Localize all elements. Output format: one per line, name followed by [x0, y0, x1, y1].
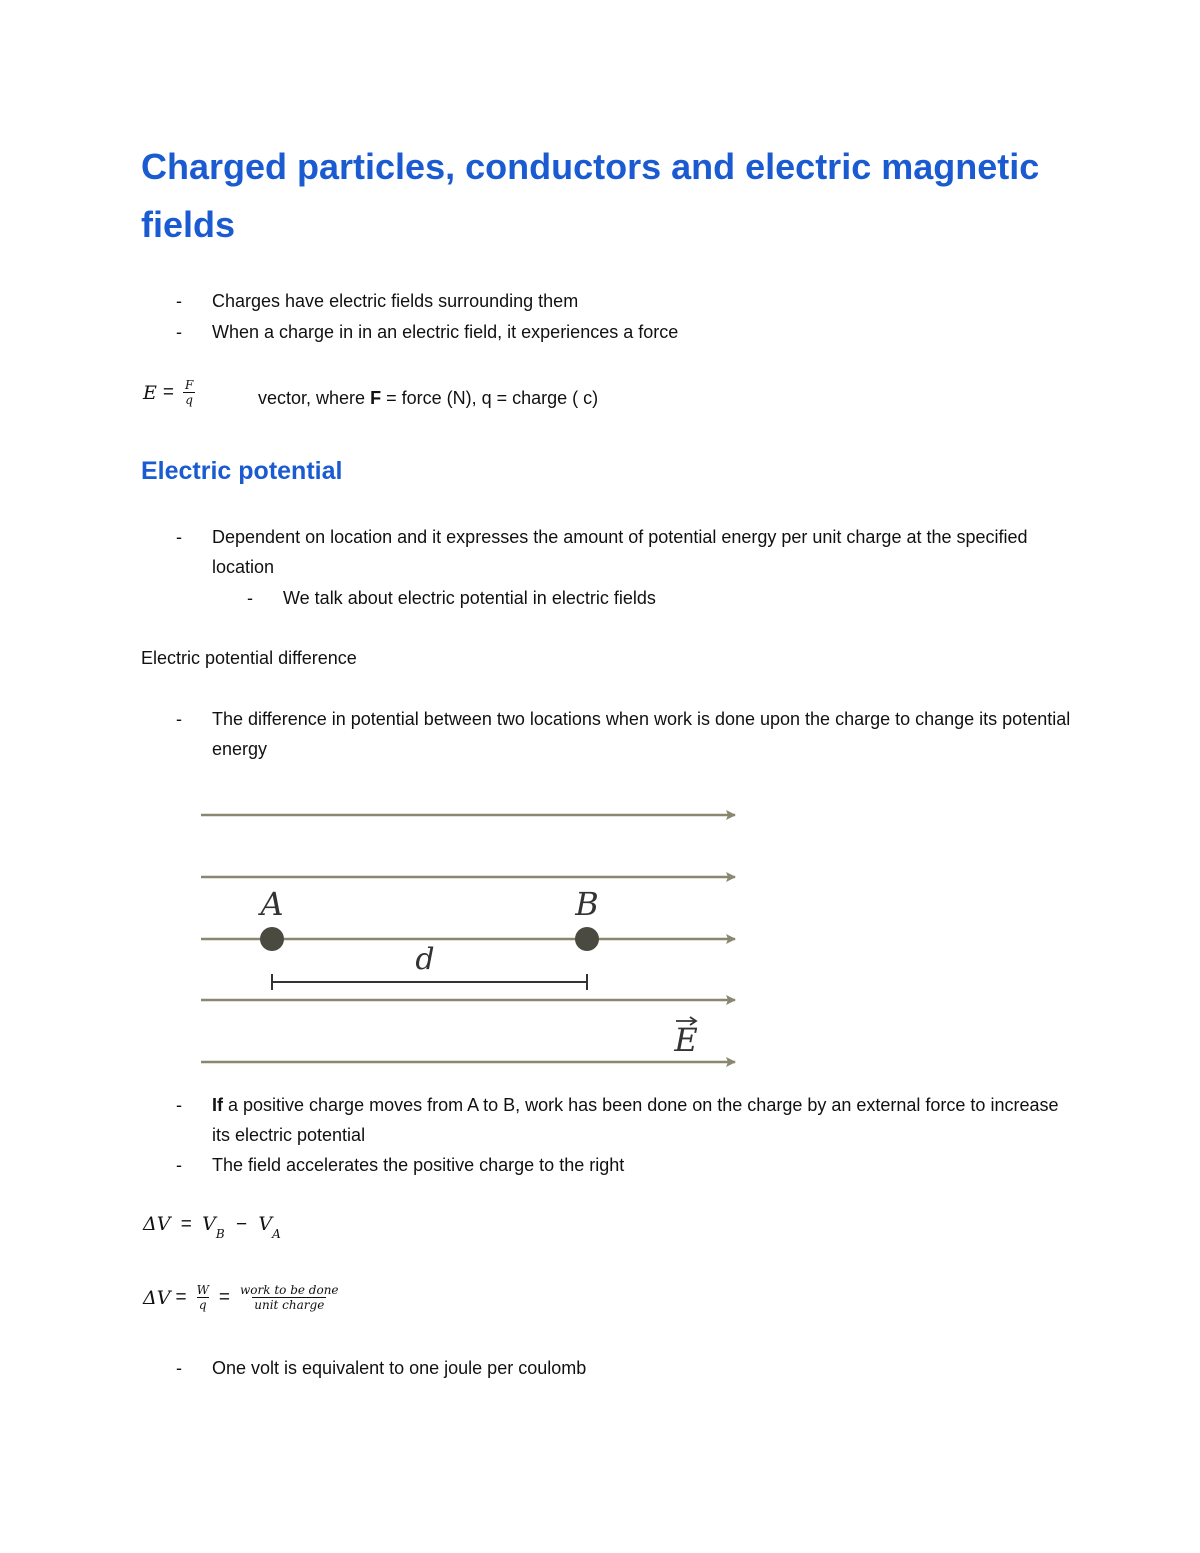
dv-lhs: ΔV — [143, 1213, 171, 1235]
description-prefix: vector, where — [258, 388, 371, 408]
eq-lhs: E — [143, 381, 157, 404]
we-num1: W — [196, 1283, 209, 1297]
we-equals-1: = — [175, 1286, 187, 1308]
movement-bullet — [212, 1090, 1072, 1150]
we-num2: work to be done — [240, 1283, 339, 1297]
bullet-marker: - — [176, 291, 182, 311]
section-heading-electric-potential: Electric potential — [141, 457, 343, 485]
sub-bullet-marker: - — [247, 588, 253, 608]
field-equation-description — [258, 383, 598, 413]
bullet-marker: - — [176, 322, 182, 342]
eq-fraction — [183, 378, 195, 407]
bullet-marker: - — [176, 527, 182, 547]
label-d: d — [415, 942, 435, 977]
eq-numerator: F — [184, 378, 194, 392]
dv-equals: = — [180, 1214, 192, 1235]
eq-denominator: q — [185, 393, 193, 407]
we-lhs: ΔV — [143, 1286, 171, 1309]
volt-bullet: One volt is equivalent to one joule per coulomb — [212, 1358, 587, 1378]
point-B — [575, 927, 599, 951]
we-fraction-1 — [195, 1283, 211, 1312]
point-A — [260, 927, 284, 951]
intro-bullet-1: Charges have electric fields surrounding them — [212, 291, 579, 311]
dv-minus: − — [235, 1214, 248, 1235]
electric-field-diagram — [195, 795, 755, 1080]
label-E: E — [674, 1021, 698, 1059]
description-rest: = force (N), q = charge ( c) — [381, 388, 599, 408]
potential-sub-bullet: We talk about electric potential in electric fields — [283, 588, 656, 608]
dv-term1: V — [202, 1213, 216, 1235]
work-equation — [143, 1283, 344, 1312]
description-F: F — [370, 388, 382, 408]
potential-difference-heading: Electric potential difference — [141, 648, 357, 668]
movement-bullet-bold: If — [212, 1095, 223, 1115]
we-den2: unit charge — [254, 1298, 325, 1312]
delta-v-equation — [143, 1213, 281, 1241]
label-B: B — [575, 885, 599, 923]
eq-equals: = — [162, 381, 174, 403]
dv-sub1: B — [215, 1227, 225, 1241]
movement-bullet-rest: a positive charge moves from A to B, work has been done on the charge by an external force to increase its electric potential — [212, 1095, 1059, 1145]
bullet-marker: - — [176, 1358, 182, 1378]
we-den1: q — [198, 1298, 207, 1312]
page-title: Charged particles, conductors and electric magnetic fields — [141, 146, 1040, 245]
difference-bullet: The difference in potential between two locations when work is done upon the charge to change its potential energy — [212, 709, 1071, 759]
intro-bullet-2: When a charge in in an electric field, it experiences a force — [212, 322, 679, 342]
field-equation — [143, 378, 198, 407]
bullet-marker: - — [176, 1095, 182, 1115]
dv-sub2: A — [272, 1227, 281, 1241]
bullet-marker: - — [176, 709, 182, 729]
we-equals-2: = — [218, 1286, 231, 1308]
field-bullet: The field accelerates the positive charge to the right — [212, 1155, 625, 1175]
potential-bullet: Dependent on location and it expresses the amount of potential energy per unit charge at the specified location — [212, 527, 1028, 577]
label-A: A — [260, 885, 284, 923]
dv-term2: V — [258, 1213, 273, 1235]
we-fraction-2 — [238, 1283, 341, 1312]
bullet-marker: - — [176, 1155, 182, 1175]
